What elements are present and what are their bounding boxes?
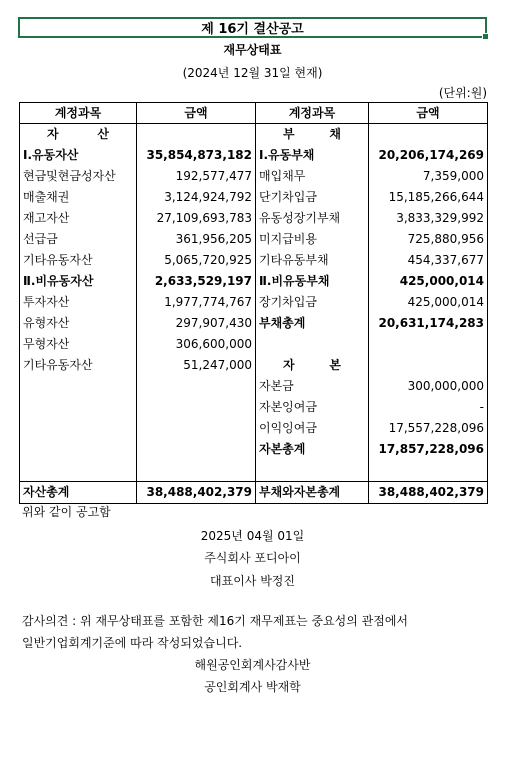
liability-account: 장기차입금 (256, 292, 369, 313)
asset-amount: 51,247,000 (137, 355, 256, 376)
header-row (20, 103, 488, 124)
asset-amount: 297,907,430 (137, 313, 256, 334)
liability-amount: 20,206,174,269 (369, 145, 488, 166)
cell-fill-handle[interactable] (482, 33, 489, 40)
liability-account: Ⅱ.비유동부채 (256, 271, 369, 292)
table-row (20, 292, 488, 313)
asset-amount: 2,633,529,197 (137, 271, 256, 292)
statement-date: (2024년 12월 31일 현재) (182, 66, 323, 80)
asset-account (20, 397, 137, 418)
asset-account: 기타유동자산 (20, 250, 137, 271)
liability-account: 기타유동부채 (256, 250, 369, 271)
asset-account: 선급금 (20, 229, 137, 250)
liability-amount (369, 355, 488, 376)
audit-opinion-line1: 감사의견 : 위 재무상태표를 포함한 제16기 재무제표는 중요성의 관점에서 (22, 614, 408, 628)
asset-amount: 1,977,774,767 (137, 292, 256, 313)
table-row (20, 355, 488, 376)
liability-account: Ⅰ.유동부채 (256, 145, 369, 166)
table-row (20, 334, 488, 355)
liability-amount: - (369, 397, 488, 418)
table-row (20, 271, 488, 292)
asset-amount: 35,854,873,182 (137, 145, 256, 166)
liability-account (256, 334, 369, 355)
liability-account: 자본잉여금 (256, 397, 369, 418)
statement-name: 재무상태표 (223, 43, 282, 57)
title: 제 16기 결산공고 (201, 22, 304, 37)
asset-amount (137, 439, 256, 460)
table-row (20, 229, 488, 250)
liability-account: 자본금 (256, 376, 369, 397)
table-row (20, 145, 488, 166)
liability-amount: 15,185,266,644 (369, 187, 488, 208)
table-row (20, 187, 488, 208)
asset-amount: 27,109,693,783 (137, 208, 256, 229)
liability-amount (369, 460, 488, 482)
asset-account: Ⅰ.유동자산 (20, 145, 137, 166)
asset-account: 무형자산 (20, 334, 137, 355)
liability-amount: 20,631,174,283 (369, 313, 488, 334)
audit-opinion-line2: 일반기업회계기준에 따라 작성되었습니다. (22, 636, 243, 650)
table-row (20, 397, 488, 418)
asset-account: 유형자산 (20, 313, 137, 334)
liability-account: 자본총계 (256, 439, 369, 460)
totals-row (20, 482, 488, 504)
table-row (20, 376, 488, 397)
liability-amount: 425,000,014 (369, 292, 488, 313)
asset-amount (137, 397, 256, 418)
liability-account: 유동성장기부채 (256, 208, 369, 229)
company-name: 주식회사 포디아이 (204, 551, 301, 565)
asset-account: 기타유동자산 (20, 355, 137, 376)
unit-label: (단위:원) (438, 86, 487, 100)
asset-account (20, 439, 137, 460)
asset-amount: 5,065,720,925 (137, 250, 256, 271)
asset-account (20, 376, 137, 397)
asset-account (20, 460, 137, 482)
total-assets-label: 자산총계 (20, 482, 137, 504)
liability-account: 이익잉여금 (256, 418, 369, 439)
asset-account (20, 418, 137, 439)
title-cell[interactable] (18, 17, 487, 38)
table-row (20, 208, 488, 229)
section-heading-row (20, 124, 488, 146)
asset-amount: 192,577,477 (137, 166, 256, 187)
asset-amount (137, 418, 256, 439)
ceo-name: 대표이사 박정진 (210, 574, 295, 588)
asset-amount: 361,956,205 (137, 229, 256, 250)
table-row (20, 460, 488, 482)
table-row (20, 439, 488, 460)
liability-amount: 725,880,956 (369, 229, 488, 250)
liabilities-heading: 부 채 (256, 124, 369, 146)
asset-account: 현금및현금성자산 (20, 166, 137, 187)
auditor-name: 공인회계사 박재학 (204, 680, 301, 694)
liability-account: 미지급비용 (256, 229, 369, 250)
table-body (20, 124, 488, 482)
notice-text: 위와 같이 공고함 (22, 505, 111, 519)
liability-amount: 425,000,014 (369, 271, 488, 292)
header-account-assets: 계정과목 (20, 103, 137, 124)
liability-amount: 17,857,228,096 (369, 439, 488, 460)
table-row (20, 250, 488, 271)
liability-amount: 3,833,329,992 (369, 208, 488, 229)
balance-sheet-table (19, 102, 488, 504)
table-row (20, 166, 488, 187)
liability-amount: 454,337,677 (369, 250, 488, 271)
announce-date: 2025년 04월 01일 (200, 529, 305, 543)
asset-amount (137, 376, 256, 397)
asset-amount: 306,600,000 (137, 334, 256, 355)
header-amount-assets: 금액 (137, 103, 256, 124)
liability-account: 부채총계 (256, 313, 369, 334)
asset-amount: 3,124,924,792 (137, 187, 256, 208)
total-liab-equity-label: 부채와자본총계 (256, 482, 369, 504)
table-row (20, 418, 488, 439)
header-account-liab: 계정과목 (256, 103, 369, 124)
liability-amount: 17,557,228,096 (369, 418, 488, 439)
asset-account: 재고자산 (20, 208, 137, 229)
auditor-firm: 해원공인회계사감사반 (194, 658, 311, 672)
liability-amount: 300,000,000 (369, 376, 488, 397)
table-row (20, 313, 488, 334)
asset-account: Ⅱ.비유동자산 (20, 271, 137, 292)
liability-account: 매입채무 (256, 166, 369, 187)
asset-account: 투자자산 (20, 292, 137, 313)
total-liab-equity-value: 38,488,402,379 (369, 482, 488, 504)
liability-amount (369, 334, 488, 355)
liability-account (256, 460, 369, 482)
liability-amount: 7,359,000 (369, 166, 488, 187)
header-amount-liab: 금액 (369, 103, 488, 124)
total-assets-value: 38,488,402,379 (137, 482, 256, 504)
asset-amount (137, 460, 256, 482)
liability-account: 단기차입금 (256, 187, 369, 208)
asset-account: 매출채권 (20, 187, 137, 208)
assets-heading: 자 산 (20, 124, 137, 146)
equity-heading: 자 본 (256, 355, 369, 376)
